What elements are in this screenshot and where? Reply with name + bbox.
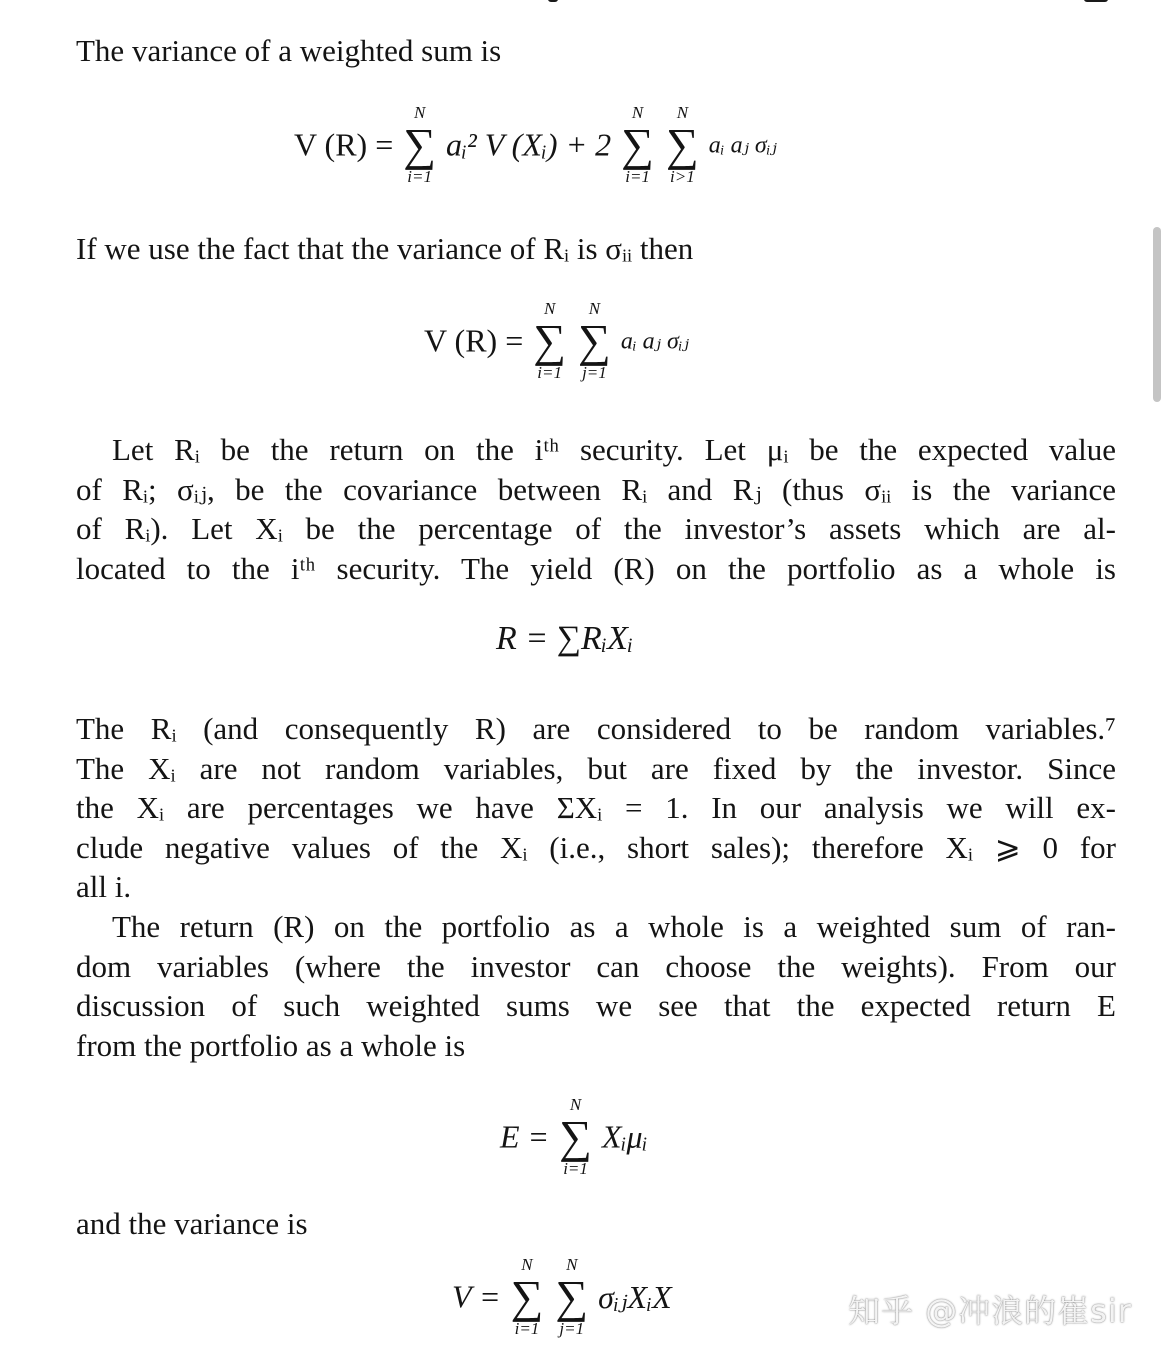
sum-lower-limit: i=1 [625, 167, 650, 186]
eq-term: Xᵢμᵢ [601, 1118, 648, 1155]
paragraph-definitions [76, 430, 1116, 588]
summation-symbol: N ∑ i>1 [665, 103, 699, 186]
paragraph-intro [76, 31, 1116, 71]
summation-symbol: N ∑ i=1 [559, 1095, 592, 1178]
sum-lower-limit: j=1 [559, 1319, 585, 1338]
text-line: dom variables (where the investor can choose the weights). From our [76, 948, 1116, 984]
eq-term: σᵢⱼXᵢX [598, 1279, 672, 1315]
sum-lower-limit: i=1 [563, 1159, 588, 1178]
eq-lhs: V (R) = [294, 126, 394, 163]
summation-symbol: N ∑ j=1 [578, 299, 611, 382]
sum-upper-limit: N [413, 103, 426, 122]
text-line: The Xᵢ are not random variables, but are fixed by the investor. Since [76, 750, 1116, 786]
sum-upper-limit: N [566, 1255, 578, 1274]
sum-upper-limit: N [521, 1255, 533, 1274]
eq-lhs: V = [452, 1278, 501, 1315]
summation-symbol: N ∑ i=1 [510, 1255, 544, 1338]
paragraph-expected-return [76, 907, 1116, 1065]
text-line: The Rᵢ (and consequently R) are considered to be random variables.⁷ [76, 711, 1116, 746]
summation-symbol: N ∑ j=1 [555, 1255, 589, 1338]
eq-lhs: E = [500, 1118, 550, 1155]
text-line: The variance of a weighted sum is [76, 33, 502, 68]
text-line: located to the iᵗʰ security. The yield (R) on the portfolio as a whole is [76, 550, 1116, 586]
eq-text: R = ∑RᵢXᵢ [496, 620, 634, 657]
scrollbar-thumb[interactable] [1153, 227, 1161, 402]
sum-lower-limit: i=1 [514, 1319, 540, 1338]
equation-portfolio-yield [496, 620, 633, 658]
text-line: of Rᵢ; σᵢⱼ, be the covariance between Rᵢ and Rⱼ (thus σᵢᵢ is the variance [76, 471, 1116, 507]
sum-lower-limit: j=1 [582, 363, 607, 382]
summation-symbol: N ∑ i=1 [621, 103, 654, 186]
sum-upper-limit: N [631, 103, 644, 122]
text-line: of Rᵢ). Let Xᵢ be the percentage of the investor’s assets which are al- [76, 511, 1116, 546]
equation-expected-return [500, 1096, 648, 1178]
sum-upper-limit: N [676, 103, 689, 122]
eq-lhs: V (R) = [424, 322, 524, 359]
text-line: and the variance is [76, 1206, 308, 1241]
text-line: If we use the fact that the variance of Rᵢ is σᵢᵢ then [76, 231, 694, 266]
equation-portfolio-variance [452, 1256, 672, 1338]
sum-upper-limit: N [543, 299, 556, 318]
paragraph-random-variables [76, 709, 1116, 907]
sum-lower-limit: i=1 [537, 363, 562, 382]
text-line: from the portfolio as a whole is [76, 1027, 466, 1063]
sum-upper-limit: N [569, 1095, 582, 1114]
paragraph-variance-fact [76, 229, 1116, 269]
text-line: the Xᵢ are percentages we have ΣXᵢ = 1. In our analysis we will ex- [76, 790, 1116, 825]
equation-variance-double-sum [424, 300, 689, 382]
summation-symbol: N ∑ i=1 [403, 103, 437, 186]
watermark: 知乎 @冲浪的崔sir [848, 1292, 1132, 1330]
eq-term: aᵢ² V (Xᵢ) + 2 [446, 126, 612, 163]
text-line: all i. [76, 869, 132, 904]
text-line: Let Rᵢ be the return on the iᵗʰ security. Let μᵢ be the expected value [112, 432, 1116, 467]
summation-symbol: N ∑ i=1 [533, 299, 567, 382]
text-line: The return (R) on the portfolio as a whole is a weighted sum of ran- [112, 909, 1116, 944]
equation-variance-weighted-sum [294, 104, 777, 186]
cropped-glyph [548, 0, 558, 2]
cropped-previous-line [0, 0, 1170, 8]
text-line: clude negative values of the Xᵢ (i.e., short sales); therefore Xᵢ ⩾ 0 for [76, 829, 1116, 865]
cropped-glyph [1084, 0, 1108, 2]
eq-term: aᵢ aⱼ σᵢⱼ [708, 132, 777, 159]
paragraph-variance-label [76, 1204, 1116, 1244]
sum-lower-limit: i=1 [407, 167, 432, 186]
sum-lower-limit: i>1 [670, 167, 695, 186]
sum-upper-limit: N [588, 299, 601, 318]
text-line: discussion of such weighted sums we see that the expected return E [76, 988, 1116, 1023]
eq-term: aᵢ aⱼ σᵢⱼ [620, 328, 689, 355]
